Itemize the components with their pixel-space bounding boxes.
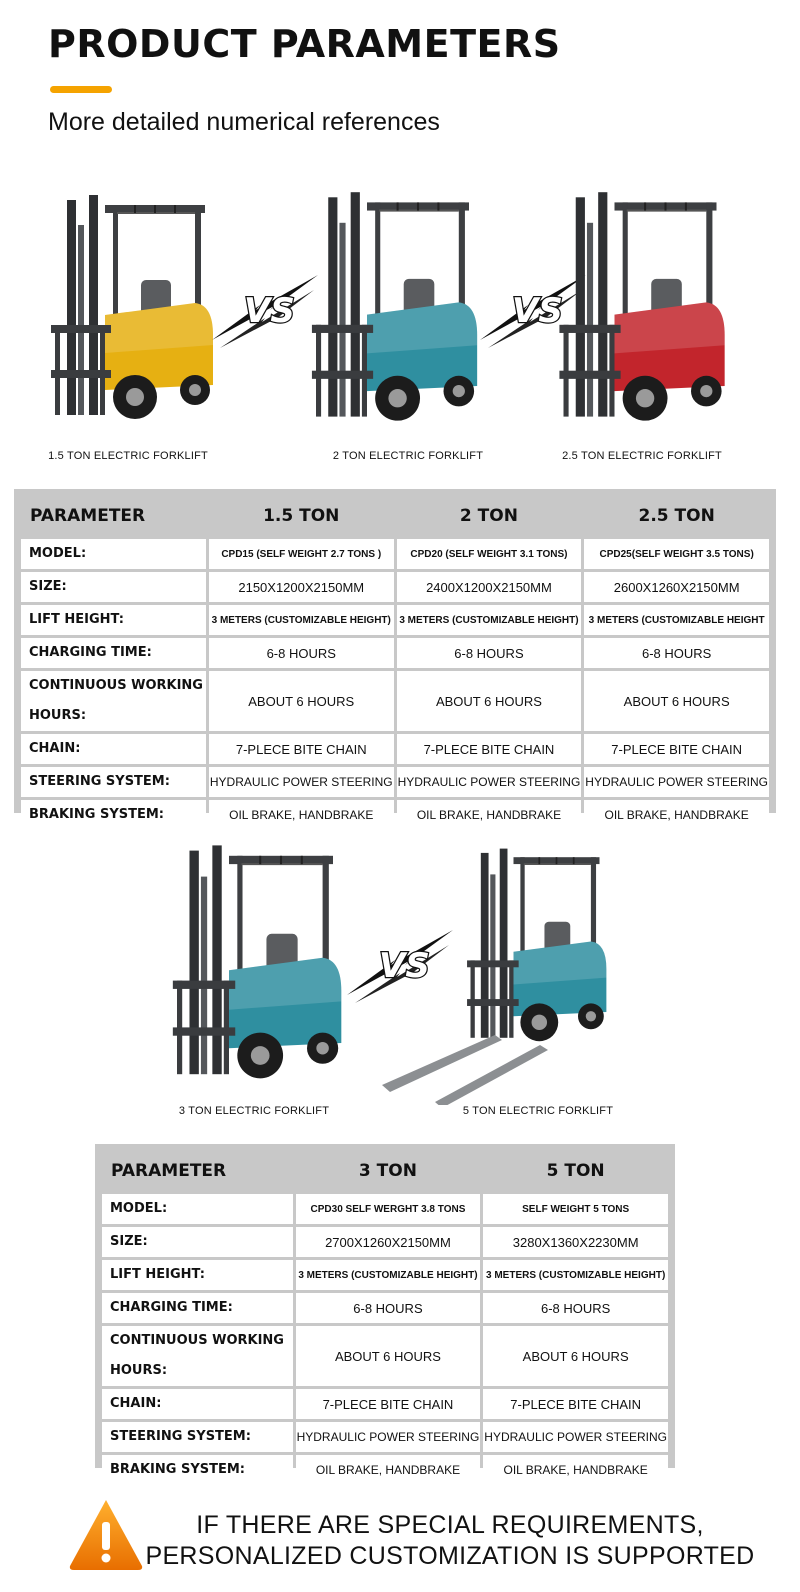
warning-triangle-icon [68,1496,144,1576]
table-cell: 3 METERS (CUSTOMIZABLE HEIGHT) [397,605,582,635]
row-label: SIZE: [21,572,206,602]
caption-5-ton: 5 TON ELECTRIC FORKLIFT [462,1105,614,1117]
table-cell: 3 METERS (CUSTOMIZABLE HEIGHT) [483,1260,668,1290]
row-label: STEERING SYSTEM: [21,767,206,797]
table-cell: 3 METERS (CUSTOMIZABLE HEIGHT) [296,1260,481,1290]
table-cell: 7-PLECE BITE CHAIN [296,1389,481,1419]
table-cell: 6-8 HOURS [209,638,394,668]
table-cell: CPD25(SELF WEIGHT 3.5 TONS) [584,539,769,569]
table-row [102,1326,668,1386]
table-row [21,638,769,668]
table-cell: 6-8 HOURS [584,638,769,668]
table-cell: ABOUT 6 HOURS [584,671,769,731]
forklift-2-5-ton-image [550,182,730,437]
table-row [21,539,769,569]
row-label: CHARGING TIME: [21,638,206,668]
row-label: CONTINUOUS WORKING HOURS: [21,671,206,731]
table-row [21,671,769,731]
row-label: CHAIN: [102,1389,293,1419]
forklift-5-ton-image [380,840,635,1105]
page-subtitle: More detailed numerical references [48,108,440,136]
vs-icon [210,270,320,350]
table-cell: ABOUT 6 HOURS [483,1326,668,1386]
table-cell: 7-PLECE BITE CHAIN [584,734,769,764]
table-cell: ABOUT 6 HOURS [397,671,582,731]
table-cell: CPD30 SELF WERGHT 3.8 TONS [296,1194,481,1224]
table-row [102,1260,668,1290]
table-cell: 7-PLECE BITE CHAIN [209,734,394,764]
table-cell: 6-8 HOURS [296,1293,481,1323]
header-1-5-ton: 1.5 TON [209,496,394,536]
row-label: CHAIN: [21,734,206,764]
parameters-table-1 [14,489,776,822]
caption-2-5-ton: 2.5 TON ELECTRIC FORKLIFT [562,450,722,462]
row-label: BRAKING SYSTEM: [21,800,206,830]
table-cell: 3 METERS (CUSTOMIZABLE HEIGHT) [209,605,394,635]
table-cell: 3 METERS (CUSTOMIZABLE HEIGHT [584,605,769,635]
header-2-ton: 2 TON [397,496,582,536]
table-cell: 6-8 HOURS [483,1293,668,1323]
table-cell: 2400X1200X2150MM [397,572,582,602]
header-parameter: PARAMETER [102,1151,293,1191]
caption-1-5-ton: 1.5 TON ELECTRIC FORKLIFT [48,450,208,462]
table-cell: CPD15 (SELF WEIGHT 2.7 TONS ) [209,539,394,569]
row-label: CONTINUOUS WORKING HOURS: [102,1326,293,1386]
forklift-2-ton-image [305,182,480,437]
table-cell: HYDRAULIC POWER STEERING [296,1422,481,1452]
table-cell: 2150X1200X2150MM [209,572,394,602]
table-cell: OIL BRAKE, HANDBRAKE [296,1455,481,1485]
table-cell: OIL BRAKE, HANDBRAKE [397,800,582,830]
table-cell: OIL BRAKE, HANDBRAKE [483,1455,668,1485]
row-label: MODEL: [102,1194,293,1224]
row-label: CHARGING TIME: [102,1293,293,1323]
customization-notice-line1: IF THERE ARE SPECIAL REQUIREMENTS, [196,1511,704,1539]
table-row [21,605,769,635]
row-label: LIFT HEIGHT: [21,605,206,635]
header-3-ton: 3 TON [296,1151,481,1191]
table-row [21,572,769,602]
table-row [21,734,769,764]
forklift-3-ton-image [150,835,360,1095]
table-cell: 6-8 HOURS [397,638,582,668]
row-label: BRAKING SYSTEM: [102,1455,293,1485]
table-cell: CPD20 (SELF WEIGHT 3.1 TONS) [397,539,582,569]
table-cell: ABOUT 6 HOURS [296,1326,481,1386]
title-accent-bar [50,86,112,93]
table-cell: 3280X1360X2230MM [483,1227,668,1257]
table-header-row [102,1151,668,1191]
table-cell: HYDRAULIC POWER STEERING [584,767,769,797]
customization-notice-line2: PERSONALIZED CUSTOMIZATION IS SUPPORTED [145,1542,755,1570]
table-row [102,1422,668,1452]
forklift-1-5-ton-image [45,185,215,435]
table-cell: OIL BRAKE, HANDBRAKE [584,800,769,830]
table-row [102,1293,668,1323]
header-2-5-ton: 2.5 TON [584,496,769,536]
table-row [102,1455,668,1485]
table-cell: HYDRAULIC POWER STEERING [209,767,394,797]
table-row [102,1389,668,1419]
header-5-ton: 5 TON [483,1151,668,1191]
table-cell: SELF WEIGHT 5 TONS [483,1194,668,1224]
table-row [21,800,769,830]
page-title: PRODUCT PARAMETERS [48,22,561,66]
row-label: STEERING SYSTEM: [102,1422,293,1452]
table-cell: ABOUT 6 HOURS [209,671,394,731]
caption-3-ton: 3 TON ELECTRIC FORKLIFT [178,1105,330,1117]
parameters-table-2 [95,1144,675,1477]
table-cell: HYDRAULIC POWER STEERING [397,767,582,797]
table-cell: OIL BRAKE, HANDBRAKE [209,800,394,830]
table-cell: HYDRAULIC POWER STEERING [483,1422,668,1452]
header-parameter: PARAMETER [21,496,206,536]
row-label: LIFT HEIGHT: [102,1260,293,1290]
caption-2-ton: 2 TON ELECTRIC FORKLIFT [332,450,484,462]
row-label: SIZE: [102,1227,293,1257]
table-cell: 2700X1260X2150MM [296,1227,481,1257]
row-label: MODEL: [21,539,206,569]
table-cell: 7-PLECE BITE CHAIN [483,1389,668,1419]
table-header-row [21,496,769,536]
table-cell: 7-PLECE BITE CHAIN [397,734,582,764]
table-row [102,1227,668,1257]
customization-notice [140,1510,760,1572]
table-cell: 2600X1260X2150MM [584,572,769,602]
table-row [21,767,769,797]
table-row [102,1194,668,1224]
